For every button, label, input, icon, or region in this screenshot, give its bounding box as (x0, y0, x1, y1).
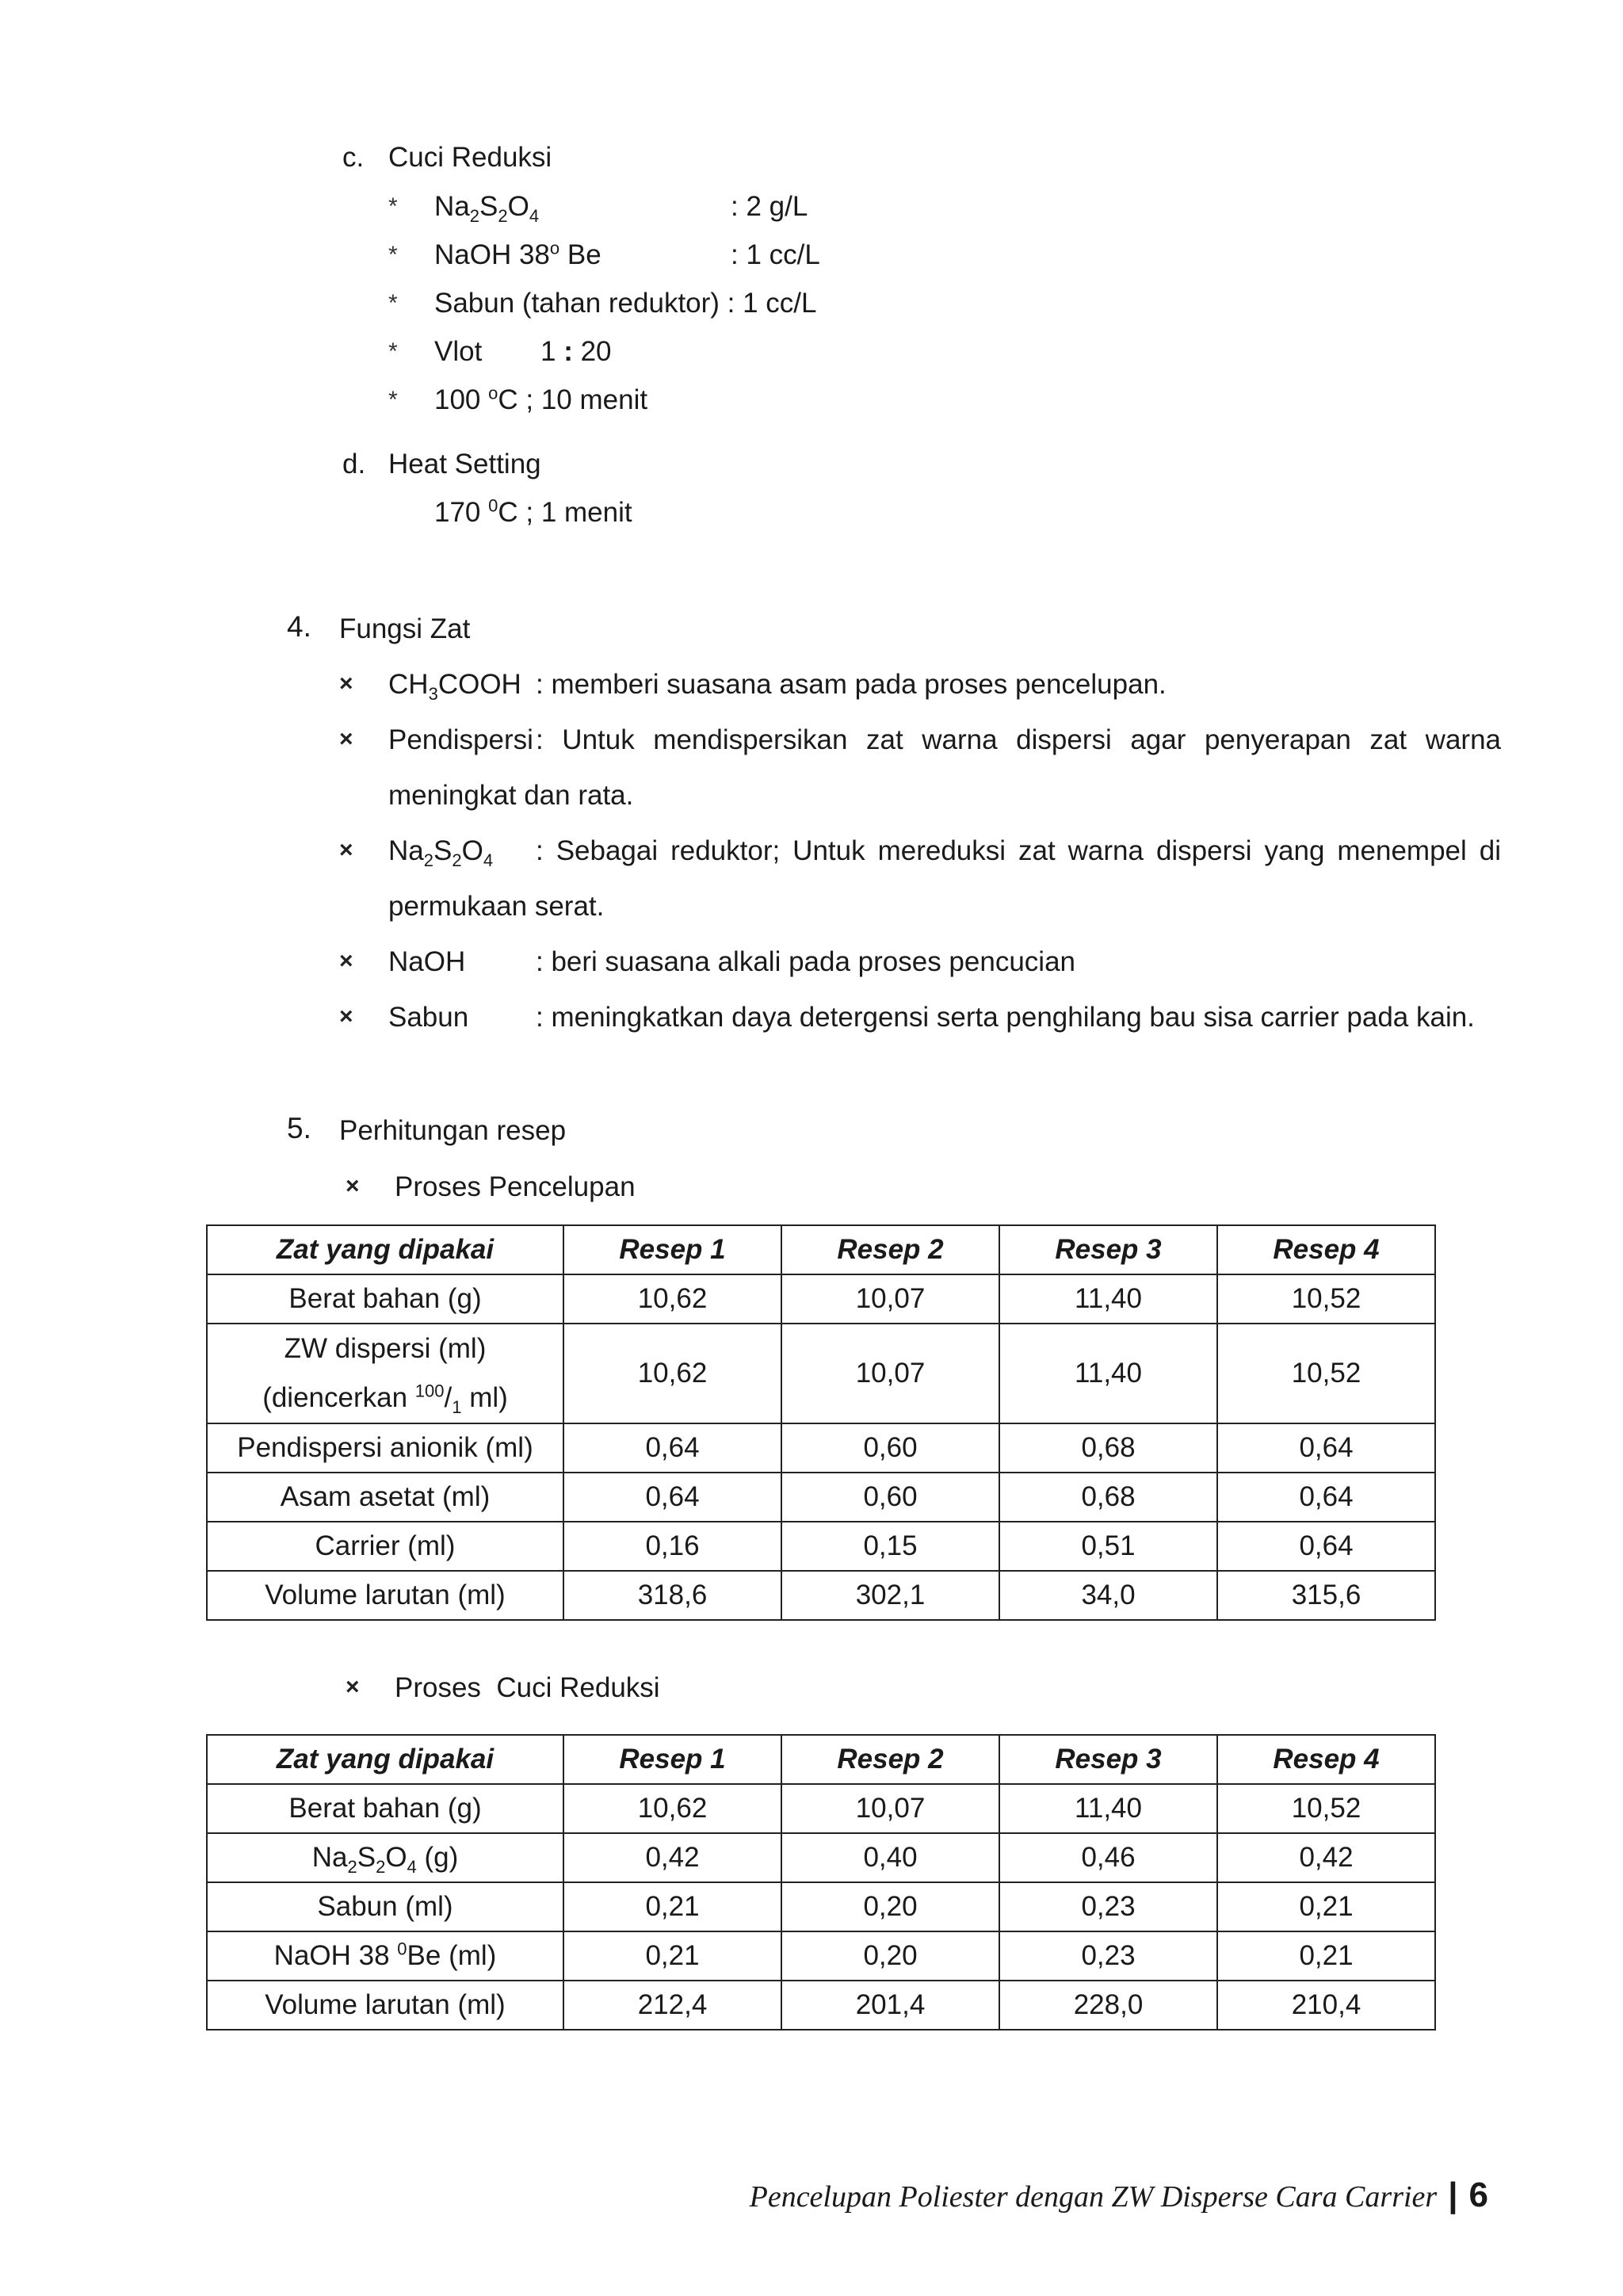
row-label: Carrier (ml) (207, 1522, 563, 1571)
row-label: Asam asetat (ml) (207, 1473, 563, 1522)
row-label: $Na_2S_2O_4$ (g) (207, 1833, 563, 1882)
bullet-star: * (388, 338, 398, 365)
na2s2o4-desc-line1: : Sebagai reduktor; Untuk mereduksi zat warna dispersi yang menempel di (536, 835, 1501, 866)
cross-bullet-icon: × (339, 948, 353, 974)
table-row (207, 1522, 1435, 1571)
table-cell: 10,52 (1217, 1784, 1435, 1833)
table1-caption: Proses Pencelupan (395, 1171, 636, 1202)
table-cell: 10,07 (781, 1784, 999, 1833)
table-cell: 210,4 (1217, 1981, 1435, 2030)
vlot-ratio: 1 : 20 (540, 336, 612, 367)
cross-bullet-icon: × (346, 1674, 360, 1700)
row-label: Berat bahan (g) (207, 1784, 563, 1833)
pendispersi-desc-line2: meningkat dan rata. (388, 780, 634, 811)
proses-cuci-reduksi-table (206, 1734, 1436, 2030)
section-4-number: 4. (287, 610, 311, 643)
table-cell: 0,60 (781, 1423, 999, 1473)
table-cell: 0,40 (781, 1833, 999, 1882)
page-footer (750, 2176, 1488, 2217)
section-4-title: Fungsi Zat (339, 613, 471, 644)
table-row (207, 1931, 1435, 1981)
table-cell: 0,64 (563, 1423, 781, 1473)
row-label (207, 1324, 563, 1423)
table-header-row (207, 1225, 1435, 1274)
na2s2o4-value: : 2 g/L (731, 191, 808, 222)
table-cell: 0,16 (563, 1522, 781, 1571)
cross-bullet-icon: × (339, 670, 353, 697)
row-label: Berat bahan (g) (207, 1274, 563, 1324)
proses-pencelupan-table (206, 1224, 1436, 1621)
row-label: Sabun (ml) (207, 1882, 563, 1931)
table-row (207, 1324, 1435, 1423)
footer-title: Pencelupan Poliester dengan ZW Disperse Cara Carrier (749, 2180, 1438, 2214)
bullet-star: * (388, 387, 398, 413)
pendispersi-term: Pendispersi (388, 724, 533, 755)
bullet-star: * (388, 242, 398, 268)
table-header-cell: Resep 2 (781, 1735, 999, 1784)
sabun-line: Sabun (tahan reduktor) : 1 cc/L (434, 288, 817, 319)
table-header-cell: Zat yang dipakai (207, 1225, 563, 1274)
table-header-cell: Resep 1 (563, 1225, 781, 1274)
row-label: Volume larutan (ml) (207, 1571, 563, 1620)
sabun-desc: : meningkatkan daya detergensi serta penghilang bau sisa carrier pada kain. (536, 1002, 1475, 1033)
table-cell: 11,40 (999, 1324, 1217, 1423)
sabun-term: Sabun (388, 1002, 469, 1033)
section-c-label: c. (342, 142, 365, 173)
table-cell: 201,4 (781, 1981, 999, 2030)
table-row (207, 1274, 1435, 1324)
naoh-term: NaOH (388, 946, 466, 977)
table-header-cell: Resep 3 (999, 1735, 1217, 1784)
table-cell: 0,68 (999, 1473, 1217, 1522)
table-header-row (207, 1735, 1435, 1784)
table-cell: 302,1 (781, 1571, 999, 1620)
footer-separator: | (1448, 2176, 1458, 2214)
table-row (207, 1882, 1435, 1931)
pendispersi-desc-line1: : Untuk mendispersikan zat warna dispersi agar penyerapan zat warna (536, 724, 1501, 755)
table-cell: 11,40 (999, 1274, 1217, 1324)
table-header-cell: Zat yang dipakai (207, 1735, 563, 1784)
table-cell: 228,0 (999, 1981, 1217, 2030)
table-cell: 10,52 (1217, 1324, 1435, 1423)
table-cell: 212,4 (563, 1981, 781, 2030)
cross-bullet-icon: × (339, 1003, 353, 1030)
section-5-number: 5. (287, 1112, 311, 1144)
table-cell: 318,6 (563, 1571, 781, 1620)
ch3cooh-desc: : memberi suasana asam pada proses pencelupan. (536, 669, 1167, 700)
cross-bullet-icon: × (339, 726, 353, 752)
ch3cooh-term: $CH_3COOH$ (388, 669, 521, 704)
table-cell: 0,23 (999, 1882, 1217, 1931)
row-label: Volume larutan (ml) (207, 1981, 563, 2030)
na2s2o4-desc-line2: permukaan serat. (388, 891, 605, 922)
bullet-star: * (388, 193, 398, 220)
row-label: Pendispersi anionik (ml) (207, 1423, 563, 1473)
table-cell: 0,64 (1217, 1423, 1435, 1473)
table-header-cell: Resep 4 (1217, 1735, 1435, 1784)
table-cell: 0,42 (563, 1833, 781, 1882)
table-row (207, 1571, 1435, 1620)
table-row (207, 1423, 1435, 1473)
table-header-cell: Resep 4 (1217, 1225, 1435, 1274)
section-d-title: Heat Setting (388, 449, 541, 479)
section-d-label: d. (342, 449, 366, 479)
table-cell: 0,42 (1217, 1833, 1435, 1882)
table-row (207, 1833, 1435, 1882)
table-cell: 0,15 (781, 1522, 999, 1571)
table-cell: 10,07 (781, 1274, 999, 1324)
table-cell: 10,62 (563, 1324, 781, 1423)
naoh-desc: : beri suasana alkali pada proses pencucian (536, 946, 1075, 977)
table-cell: 10,52 (1217, 1274, 1435, 1324)
table-cell: 10,62 (563, 1274, 781, 1324)
table-cell: 0,64 (563, 1473, 781, 1522)
cross-bullet-icon: × (339, 837, 353, 863)
row-label-line1: ZW dispersi (ml) (284, 1333, 487, 1364)
row-label: NaOH 38 $^0$Be (ml) (207, 1931, 563, 1981)
table-cell: 0,21 (1217, 1931, 1435, 1981)
table-cell: 10,62 (563, 1784, 781, 1833)
table-cell: 0,68 (999, 1423, 1217, 1473)
heat-setting-line: 170 $^0$C ; 1 menit (434, 495, 632, 528)
naoh-label: NaOH 38$^o$ Be (434, 238, 601, 270)
table-cell: 0,64 (1217, 1522, 1435, 1571)
table-cell: 0,21 (1217, 1882, 1435, 1931)
table-row (207, 1784, 1435, 1833)
bullet-star: * (388, 290, 398, 316)
table-cell: 0,21 (563, 1882, 781, 1931)
table-header-cell: Resep 3 (999, 1225, 1217, 1274)
table-cell: 0,23 (999, 1931, 1217, 1981)
table-cell: 0,46 (999, 1833, 1217, 1882)
section-c-title: Cuci Reduksi (388, 142, 552, 173)
table-cell: 10,07 (781, 1324, 999, 1423)
na2s2o4-label: $Na_2S_2O_4$ (434, 191, 540, 226)
table-cell: 0,51 (999, 1522, 1217, 1571)
table-cell: 11,40 (999, 1784, 1217, 1833)
table-cell: 0,60 (781, 1473, 999, 1522)
table2-caption: Proses Cuci Reduksi (395, 1672, 660, 1703)
vlot-label: Vlot (434, 336, 483, 367)
temp-time-line: 100 $^o$C ; 10 menit (434, 383, 648, 415)
section-5-title: Perhitungan resep (339, 1115, 567, 1146)
table-cell: 0,21 (563, 1931, 781, 1981)
cross-bullet-icon: × (346, 1173, 360, 1199)
table-row (207, 1981, 1435, 2030)
table-cell: 0,64 (1217, 1473, 1435, 1522)
na2s2o4-term: $Na_2S_2O_4$ (388, 835, 494, 870)
table-cell: 0,20 (781, 1882, 999, 1931)
table-cell: 315,6 (1217, 1571, 1435, 1620)
table-cell: 34,0 (999, 1571, 1217, 1620)
naoh-value: : 1 cc/L (731, 239, 820, 270)
table-cell: 0,20 (781, 1931, 999, 1981)
row-label-line2: (diencerkan $^{100}/_1$ ml) (262, 1381, 508, 1417)
table-header-cell: Resep 2 (781, 1225, 999, 1274)
table-header-cell: Resep 1 (563, 1735, 781, 1784)
table-row (207, 1473, 1435, 1522)
page-number: 6 (1468, 2176, 1488, 2214)
